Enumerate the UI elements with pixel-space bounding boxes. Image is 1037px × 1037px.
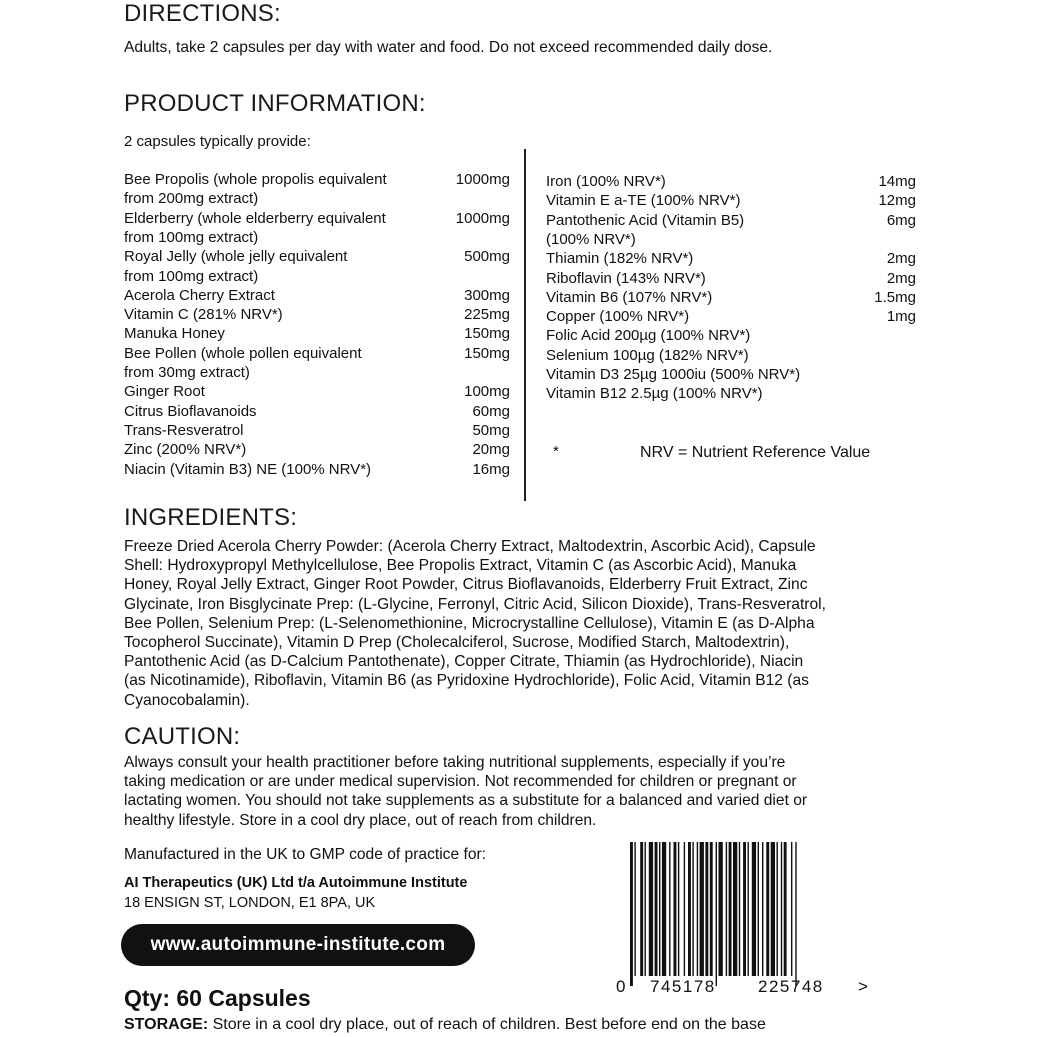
barcode-bar [662,842,666,976]
nutrient-name: from 100mg extract) [124,228,259,246]
text-line: Honey, Royal Jelly Extract, Ginger Root Powder, Citrus Bioflavanoids, Elderberry Fruit Extract, Zinc [124,576,808,594]
nutrient-amount: 2mg [886,269,916,287]
caution-text [124,753,807,830]
product-info-subheading: 2 capsules typically provide: [124,133,311,150]
barcode-image [628,838,860,988]
product-info-heading: PRODUCT INFORMATION: [124,90,426,117]
barcode-bar [743,842,746,976]
barcode-bar [766,842,769,976]
nutrient-amount: 6mg [886,211,916,229]
text-line: Pantothenic Acid (as D-Calcium Pantothenate), Copper Citrate, Thiamin (as Hydrochloride), Niacin [124,653,804,671]
nutrient-amount: 1000mg [455,171,510,188]
barcode-bar [748,842,749,976]
nutrient-name: Vitamin B6 (107% NRV*) [546,288,713,306]
nutrient-name: (100% NRV*) [546,230,636,248]
nutrient-name: Acerola Cherry Extract [124,286,275,304]
barcode-bar [678,842,679,976]
barcode-bar [630,842,633,986]
column-divider [524,149,526,501]
barcode-bar [649,842,653,976]
nutrient-name: from 100mg extract) [124,267,259,285]
barcode-bar [640,842,643,976]
barcode-bar [634,842,635,976]
nutrient-name: Vitamin E a-TE (100% NRV*) [546,192,741,210]
barcode-bar [719,842,723,976]
barcode-bar [716,842,717,986]
nutrient-amount: 12mg [878,192,916,210]
nutrient-amount: 150mg [464,344,510,362]
ingredients-heading: INGREDIENTS: [124,504,298,531]
nutrient-name: Riboflavin (143% NRV*) [546,269,706,287]
nutrient-name: Citrus Bioflavanoids [124,402,257,420]
text-line: lactating women. You should not take supplements as a substitute for a balanced and varied diet or [124,792,808,810]
storage-body: Store in a cool dry place, out of reach of children. Best before end on the base [208,1016,766,1033]
nutrient-name: Thiamin (182% NRV*) [546,250,694,268]
text-line: Bee Pollen, Selenium Prep: (L-Selenomethionine, Microcrystalline Cellulose), Vitamin E (as D-Alpha [124,614,815,632]
ingredients-text [124,537,826,710]
directions-text: Adults, take 2 capsules per day with water and food. Do not exceed recommended daily dose. [124,39,773,56]
text-line: Shell: Hydroxypropyl Methylcellulose, Bee Propolis Extract, Vitamin C (as Ascorbic Acid), Manuka [124,557,797,575]
barcode-bar [762,842,763,976]
barcode-bar [726,842,727,976]
nutrient-amount: 225mg [464,306,510,324]
quantity: Qty: 60 Capsules [124,985,311,1011]
storage-label: STORAGE: [124,1016,209,1033]
website-link[interactable]: www.autoimmune-institute.com [121,924,475,966]
nutrient-amount: 150mg [464,325,510,343]
nutrient-name: Bee Propolis (whole propolis equivalent [124,171,387,188]
nutrient-amount: 100mg [464,383,510,401]
nutrient-name: Folic Acid 200µg (100% NRV*) [546,327,751,345]
barcode-bar [692,842,693,976]
nutrient-name: Copper (100% NRV*) [546,308,690,326]
barcode-bar [729,842,732,976]
barcode-bar [733,842,737,976]
nutrient-name: from 30mg extract) [124,364,250,381]
barcode-lead-digit: 0 [616,977,626,996]
barcode-bar [739,842,740,976]
text-line: Cyanocobalamin). [124,691,250,709]
nutrient-amount: 300mg [464,286,510,304]
barcode-bar [697,842,698,976]
nutrient-name: Elderberry (whole elderberry equivalent [124,209,386,227]
caution-heading: CAUTION: [124,723,241,750]
nutrient-name: Trans-Resveratrol [124,421,244,439]
nutrient-amount: 14mg [878,173,916,190]
nutrient-name: Selenium 100µg (182% NRV*) [546,346,749,364]
nutrient-name: Iron (100% NRV*) [546,173,666,190]
nutrient-name: Vitamin C (281% NRV*) [124,306,283,324]
barcode-right-digits: 225748 [758,977,824,996]
barcode-bar [669,842,670,976]
barcode-bar [684,842,685,976]
barcode-end-mark: > [858,977,868,996]
nutrient-amount: 1.5mg [874,288,916,306]
barcode-bar [659,842,660,976]
company-address: 18 ENSIGN ST, LONDON, E1 8PA, UK [124,895,376,911]
nutrient-name: Ginger Root [124,383,205,401]
barcode-bar [688,842,691,976]
barcode-bar [784,842,787,976]
nutrient-amount: 50mg [472,421,510,439]
nutrient-amount: 500mg [464,248,510,266]
nutrient-name: Niacin (Vitamin B3) NE (100% NRV*) [124,460,372,478]
directions-heading: DIRECTIONS: [124,0,281,27]
barcode-bar [710,842,713,976]
nutrient-name: Zinc (200% NRV*) [124,441,247,459]
manufactured-intro: Manufactured in the UK to GMP code of practice for: [124,846,487,863]
nutrient-amount: 2mg [886,250,916,268]
barcode-bar [781,842,782,976]
nutrient-name: Vitamin B12 2.5µg (100% NRV*) [546,385,763,403]
barcode-left-digits: 745178 [650,977,716,996]
nutrient-name: Pantothenic Acid (Vitamin B5) [546,211,745,229]
text-line: (as Nicotinamide), Riboflavin, Vitamin B6 (as Pyridoxine Hydrochloride), Folic Acid, Vitamin B12 (as [124,672,809,690]
nutrient-amount: 60mg [472,402,510,420]
barcode-bar [700,842,704,976]
nutrient-name: Manuka Honey [124,325,225,343]
barcode-bar [777,842,778,976]
storage-text [124,1015,766,1034]
text-line: Always consult your health practitioner before taking nutritional supplements, especially if you’re [124,754,786,771]
barcode-bar [758,842,759,976]
text-line: healthy lifestyle. Store in a cool dry place, out of reach from children. [124,811,597,829]
barcode-bar [705,842,708,976]
nutrient-name: Royal Jelly (whole jelly equivalent [124,248,348,266]
barcode-bar [655,842,658,976]
text-line: Glycinate, Iron Bisglycinate Prep: (L-Glycine, Ferronyl, Citric Acid, Silicon Dioxide), Trans-Resveratrol, [124,595,826,613]
nutrient-amount: 1000mg [455,209,510,227]
nutrient-name: Vitamin D3 25µg 1000iu (500% NRV*) [546,366,801,383]
barcode-bar [771,842,775,976]
barcode-bar [791,842,792,976]
text-line: Tocopherol Succinate), Vitamin D Prep (Cholecalciferol, Sucrose, Modified Starch, Maltodextrin), [124,634,790,652]
text-line: Freeze Dried Acerola Cherry Powder: (Acerola Cherry Extract, Maltodextrin, Ascorbic Acid), Capsule [124,538,816,555]
nutrient-amount: 1mg [886,308,916,326]
barcode-bar [752,842,756,976]
barcode-bar [674,842,677,976]
barcode-bar [645,842,646,976]
nutrient-name: Bee Pollen (whole pollen equivalent [124,344,362,362]
nutrient-amount: 20mg [472,441,510,459]
barcode-bar [795,842,796,986]
text-line: taking medication or are under medical supervision. Not recommended for children or pregnant or [124,773,797,791]
nutrient-name: from 200mg extract) [124,190,259,208]
nutrient-amount: 16mg [472,460,510,478]
footnote-text: NRV = Nutrient Reference Value [640,444,871,461]
company-name: AI Therapeutics (UK) Ltd t/a Autoimmune Institute [124,875,468,891]
